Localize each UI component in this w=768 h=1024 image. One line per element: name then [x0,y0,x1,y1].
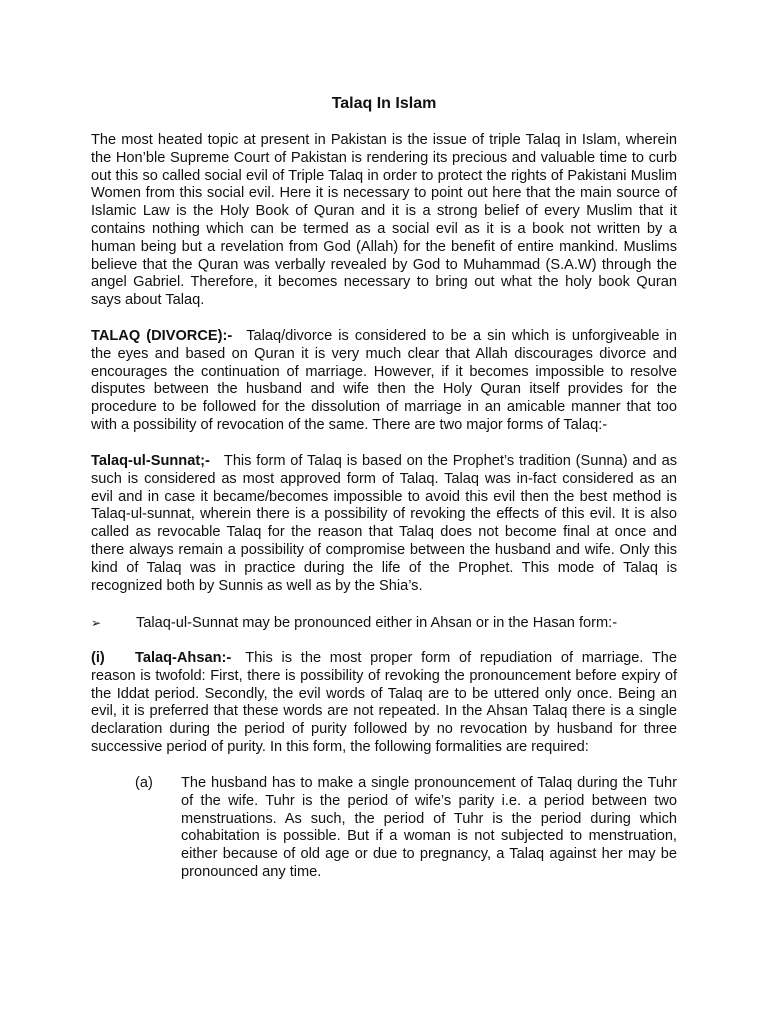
talaq-paragraph [91,328,677,435]
talaq-heading: TALAQ (DIVORCE):- [91,328,233,344]
arrow-bullet-icon: ➢ [91,616,102,630]
bullet-text: Talaq-ul-Sunnat may be pronounced either in Ahsan or in the Hasan form:- [136,615,618,631]
talaq-text: Talaq/divorce is considered to be a sin which is unforgiveable in the eyes and based on Quran it is very much clear that Allah discourages divorce and encourages the continuation of marriage. However, if it becomes impossible to resolve disputes between the husband and wife then the Holy Quran itself provides for the procedure to be followed for the dissolution of marriage in an amicable manner that too with a possibility of revocation of the same. There are two major forms of Talaq:- [91,328,677,433]
page-title: Talaq In Islam [331,95,437,112]
sub-item-text: The husband has to make a single pronouncement of Talaq during the Tuhr of the wife. Tuhr is the period of wife’s parity i.e. a period between two menstruations. As such, the period of Tuhr is the period during which cohabitation is possible. But if a woman is not subjected to menstruation, either because of old age or due to pregnancy, a Talaq against her may be pronounced any time. [181,775,677,880]
ahsan-paragraph [91,650,677,757]
ahsan-text: This is the most proper form of repudiation of marriage. The reason is twofold: First, there is possibility of revoking the pronouncement before expiry of the Iddat period. Secondly, the evil words of Talaq are to be uttered only once. Being an evil, it is preferred that these words are not repeated. In the Ahsan Talaq there is a single declaration during the period of purity followed by no revocation by husband for three successive period of purity. In this form, the following formalities are required: [91,650,677,755]
sunnat-heading: Talaq-ul-Sunnat;- [91,453,210,469]
intro-paragraph: The most heated topic at present in Pakistan is the issue of triple Talaq in Islam, wherein the Hon’ble Supreme Court of Pakistan is rendering its precious and valuable time to curb out this so called social evil of Triple Talaq in order to protect the rights of Pakistani Muslim Women from this social evil. Here it is necessary to point out here that the main source of Islamic Law is the Holy Book of Quran and it is a strong belief of every Muslim that it contains nothing which can be termed as a social evil as it is a book not written by a human being but a revelation from God (Allah) for the benefit of entire mankind. Muslims believe that the Quran was verbally revealed by God to Muhammad (S.A.W) through the angel Gabriel. Therefore, it becomes necessary to bring out what the holy book Quran says about Talaq. [91,132,677,309]
ahsan-heading: Talaq-Ahsan:- [135,650,232,666]
sub-item-marker: (a) [135,775,153,791]
ahsan-number: (i) [91,650,105,666]
sunnat-text: This form of Talaq is based on the Prophet’s tradition (Sunna) and as such is considered as most approved form of Talaq. Talaq was in-fact considered as an evil and in case it became/becomes impossible to avoid this evil then the best method is Talaq-ul-sunnat, wherein there is a possibility of revoking the effects of this evil. It is also called as revocable Talaq for the reason that Talaq does not become final at once and there always remain a possibility of compromise between the husband and wife. Only this kind of Talaq was in practice during the life of the Prophet. This mode of Talaq is recognized both by Sunnis as well as by the Shia’s. [91,453,677,594]
sunnat-paragraph [91,453,677,595]
